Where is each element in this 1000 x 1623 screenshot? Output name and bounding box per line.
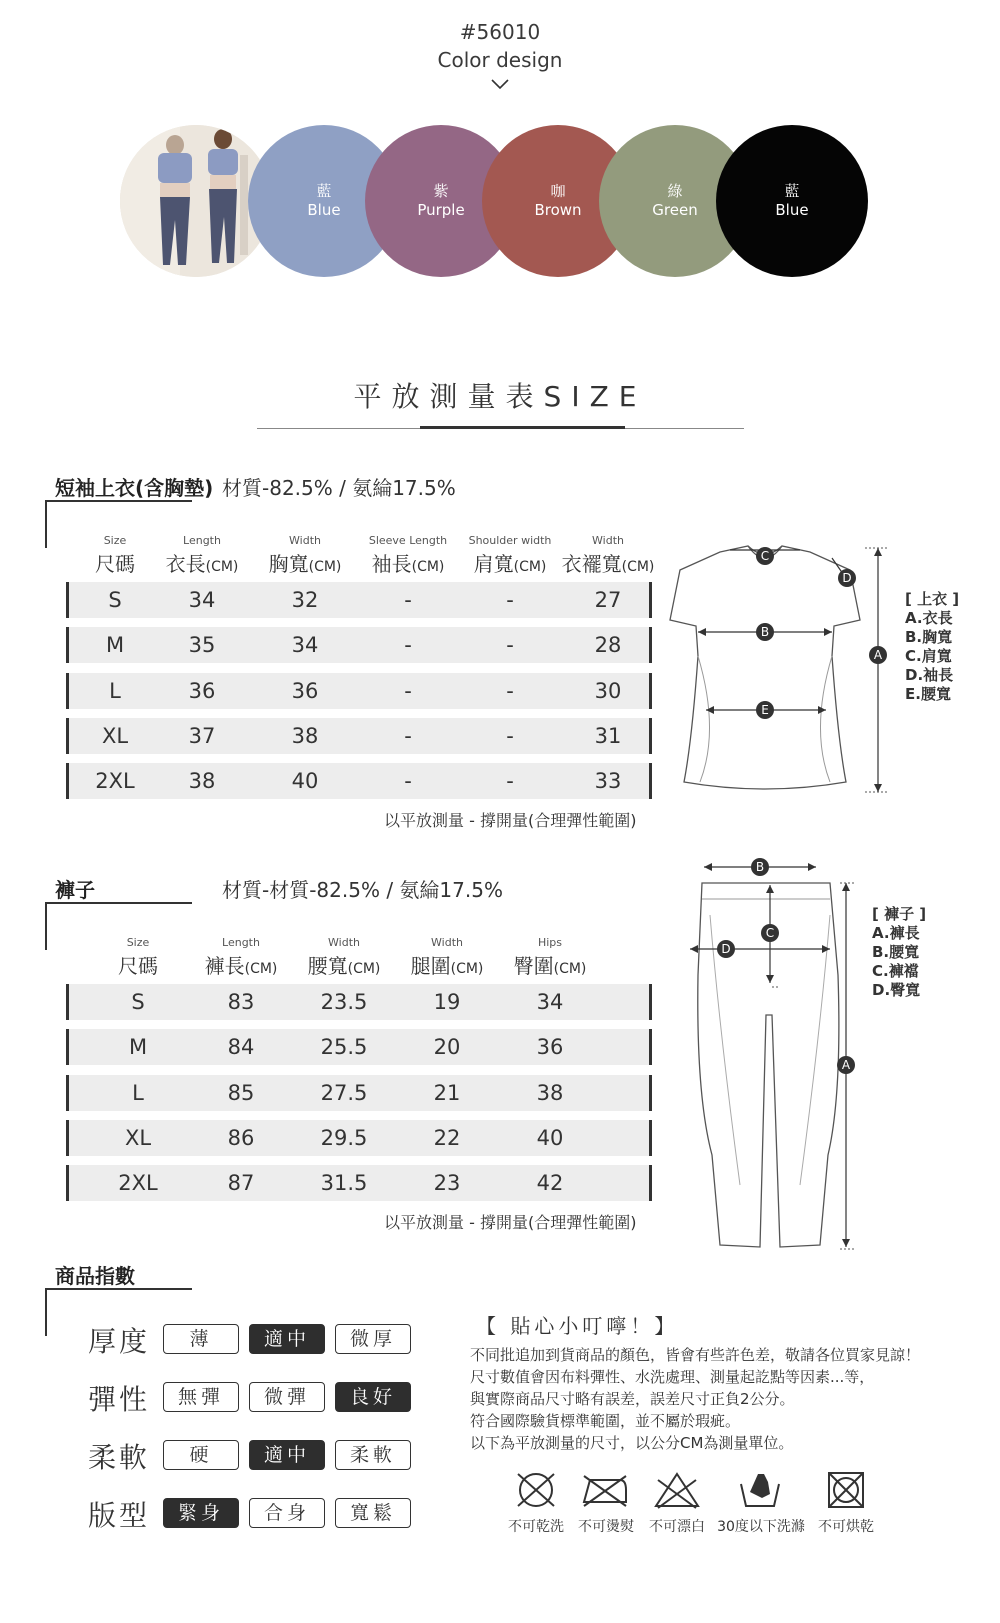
svg-text:C: C: [765, 926, 775, 940]
table-row: [66, 984, 652, 1020]
table-cell: 38: [291, 723, 319, 748]
column-header-label: 臀圍: [513, 954, 554, 978]
table-cell: 86: [227, 1125, 255, 1150]
column-header-unit: (CM): [513, 559, 547, 575]
index-option: 寬鬆: [335, 1498, 411, 1528]
column-header-unit: (CM): [308, 559, 342, 575]
top-section-title: 短袖上衣(含胸墊): [55, 476, 214, 500]
pants-legend: [872, 905, 926, 1000]
table-cell: 2XL: [95, 769, 135, 794]
color-name-en: Brown: [534, 201, 582, 219]
column-header-label: 腰寬: [307, 954, 348, 978]
column-header-zh: [387, 950, 507, 979]
column-header-label: 衣長: [165, 552, 206, 576]
pants-measure-note: 以平放測量 - 撐開量(合理彈性範圍): [384, 1213, 637, 1232]
column-header: [245, 534, 365, 577]
column-header: [78, 936, 198, 979]
column-header-en: Size: [126, 936, 150, 949]
column-header: [142, 534, 262, 577]
index-label: 柔軟: [88, 1441, 151, 1474]
table-cell: -: [404, 678, 412, 703]
table-cell: XL: [124, 1125, 152, 1150]
svg-text:C: C: [760, 549, 770, 563]
tips-line: 尺寸數值會因布料彈性、水洗處理、測量起訖點等因素...等，: [470, 1368, 875, 1386]
legend-item: B.腰寬: [872, 943, 920, 961]
column-header-label: 袖長: [371, 552, 412, 576]
column-header: [548, 534, 668, 577]
no-bleach-icon: [652, 1470, 702, 1510]
column-header-label: 衣襬寬: [561, 552, 622, 576]
column-header-label: 尺碼: [118, 954, 158, 978]
legend-item: A.褲長: [872, 924, 920, 942]
table-cell: -: [404, 769, 412, 794]
column-header-en: Length: [183, 534, 221, 547]
table-cell: 37: [188, 723, 216, 748]
table-cell: S: [108, 588, 122, 612]
table-cell: -: [506, 678, 514, 703]
table-cell: 30: [594, 678, 622, 703]
color-name-zh: 藍: [316, 182, 332, 200]
table-cell: 36: [536, 1035, 564, 1060]
svg-text:A: A: [841, 1058, 851, 1072]
index-option: 適中: [249, 1440, 325, 1470]
svg-text:B: B: [755, 860, 765, 874]
table-cell: 28: [594, 633, 622, 658]
column-header-unit: (CM): [244, 961, 278, 977]
table-cell: 87: [227, 1171, 255, 1196]
legend-item: E.腰寬: [905, 685, 951, 703]
column-header-zh: [181, 950, 301, 979]
column-header: [284, 936, 404, 979]
table-cell: 38: [188, 769, 216, 794]
column-header-en: Size: [103, 534, 127, 547]
care-label: 不可乾洗: [508, 1519, 564, 1535]
color-swatch[interactable]: [716, 125, 868, 277]
index-section-title: 商品指數: [55, 1264, 135, 1288]
table-cell: -: [506, 723, 514, 748]
column-header-unit: (CM): [411, 559, 445, 575]
color-name-zh: 藍: [784, 182, 800, 200]
table-row: [66, 763, 652, 799]
legend-item: D.臀寬: [872, 981, 921, 999]
tips-line: 不同批追加到貨商品的顏色，皆會有些許色差，敬請各位買家見諒！: [470, 1346, 921, 1364]
table-cell: 34: [536, 990, 564, 1014]
care-label: 不可漂白: [649, 1519, 705, 1535]
legend-item: B.胸寬: [905, 628, 953, 646]
column-header-zh: [284, 950, 404, 979]
table-cell: 31: [594, 723, 622, 748]
table-cell: 34: [188, 588, 216, 612]
table-cell: 38: [536, 1080, 564, 1105]
table-cell: 32: [291, 588, 319, 612]
shirt-diagram: [660, 540, 900, 810]
column-header-unit: (CM): [347, 961, 381, 977]
table-cell: 35: [188, 633, 216, 658]
table-cell: 31.5: [320, 1171, 368, 1196]
index-label: 版型: [88, 1499, 151, 1532]
legend-item: C.褲襠: [872, 962, 919, 980]
svg-text:A: A: [873, 648, 883, 662]
table-cell: S: [131, 990, 145, 1014]
table-row: [66, 1120, 652, 1156]
tips-body: [470, 1344, 920, 1454]
table-row: [66, 1165, 652, 1201]
color-name-en: Blue: [307, 201, 341, 219]
color-design-title: Color design: [437, 48, 563, 72]
care-label: 不可燙熨: [578, 1519, 634, 1535]
column-header-label: 胸寬: [268, 552, 309, 576]
table-cell: 25.5: [320, 1035, 368, 1060]
table-cell: 40: [291, 769, 319, 794]
top-measure-note: 以平放測量 - 撐開量(合理彈性範圍): [384, 811, 637, 830]
pants-diagram: [680, 855, 870, 1265]
table-cell: 33: [594, 769, 622, 794]
index-option: 良好: [335, 1382, 411, 1412]
table-cell: 27: [594, 588, 622, 612]
column-header-unit: (CM): [205, 559, 239, 575]
no-dry-clean-icon: [514, 1470, 558, 1510]
table-row: [66, 627, 652, 663]
no-tumble-dry-icon: [826, 1470, 866, 1510]
table-cell: 27.5: [320, 1080, 368, 1105]
table-cell: 36: [291, 678, 319, 703]
index-option: 適中: [249, 1324, 325, 1354]
column-header-en: Width: [328, 936, 360, 949]
table-cell: 29.5: [320, 1125, 368, 1150]
table-cell: 22: [433, 1125, 461, 1150]
pants-material: 材質-材質-82.5% / 氨綸17.5%: [222, 878, 503, 902]
table-row: [66, 673, 652, 709]
table-cell: 20: [433, 1035, 461, 1060]
chevron-down-icon: [490, 78, 510, 90]
column-header-zh: [548, 548, 668, 577]
column-header-zh: [245, 548, 365, 577]
table-cell: 40: [536, 1125, 564, 1150]
top-material: 材質-82.5% / 氨綸17.5%: [222, 476, 456, 500]
top-legend: [905, 590, 959, 704]
size-chart-title: 平放測量表SIZE: [353, 380, 647, 413]
column-header-en: Width: [431, 936, 463, 949]
column-header-zh: [78, 950, 198, 979]
column-header-en: Length: [222, 936, 260, 949]
table-cell: 2XL: [118, 1171, 158, 1196]
index-option: 緊身: [163, 1498, 239, 1528]
product-code: #56010: [459, 20, 541, 44]
care-label: 不可烘乾: [818, 1519, 874, 1535]
column-header: [181, 936, 301, 979]
table-cell: 21: [433, 1080, 461, 1105]
table-cell: -: [506, 633, 514, 658]
table-row: [66, 1029, 652, 1065]
column-header: [490, 936, 610, 979]
table-cell: -: [404, 723, 412, 748]
legend-title: [ 褲子 ]: [872, 905, 927, 923]
column-header-en: Hips: [537, 936, 563, 949]
table-cell: 34: [291, 633, 319, 658]
table-cell: 36: [188, 678, 216, 703]
color-name-en: Purple: [417, 201, 465, 219]
table-cell: M: [128, 1035, 148, 1060]
table-row: [66, 582, 652, 618]
column-header-en: Shoulder width: [468, 534, 552, 547]
svg-text:E: E: [761, 703, 769, 717]
column-header-unit: (CM): [621, 559, 655, 575]
svg-text:B: B: [760, 625, 770, 639]
index-option: 薄: [163, 1324, 239, 1354]
legend-item: D.袖長: [905, 666, 954, 684]
table-cell: XL: [101, 723, 129, 748]
column-header-label: 肩寬: [473, 552, 514, 576]
column-header-en: Sleeve Length: [368, 534, 448, 547]
table-cell: 85: [227, 1080, 255, 1105]
column-header-en: Width: [289, 534, 321, 547]
divider-accent: [420, 426, 625, 429]
column-header-unit: (CM): [553, 961, 587, 977]
legend-item: A.衣長: [905, 609, 953, 627]
tips-line: 以下為平放測量的尺寸，以公分CM為測量單位。: [470, 1434, 794, 1452]
table-cell: 84: [227, 1035, 255, 1060]
tips-line: 符合國際驗貨標準範圍，並不屬於瑕疵。: [470, 1412, 741, 1430]
table-row: [66, 718, 652, 754]
table-cell: 23.5: [320, 990, 368, 1014]
color-name-zh: 綠: [667, 182, 683, 200]
table-cell: L: [132, 1080, 144, 1105]
column-header-en: Width: [592, 534, 624, 547]
index-option: 柔軟: [335, 1440, 411, 1470]
column-header-label: 腿圍: [410, 954, 451, 978]
legend-item: C.肩寬: [905, 647, 952, 665]
index-label: 彈性: [88, 1383, 151, 1416]
table-cell: 19: [433, 990, 461, 1014]
table-cell: 83: [227, 990, 255, 1014]
index-option: 微彈: [249, 1382, 325, 1412]
care-label: 30度以下洗滌: [717, 1519, 805, 1535]
svg-text:D: D: [721, 942, 731, 956]
index-option: 無彈: [163, 1382, 239, 1412]
column-header-zh: [142, 548, 262, 577]
index-option: 微厚: [335, 1324, 411, 1354]
tips-line: 與實際商品尺寸略有誤差，誤差尺寸正負2公分。: [470, 1390, 795, 1408]
table-cell: 42: [536, 1171, 564, 1196]
hand-wash-icon: [738, 1468, 782, 1510]
color-name-zh: 咖: [550, 182, 566, 200]
column-header-label: 尺碼: [95, 552, 135, 576]
table-cell: -: [506, 769, 514, 794]
column-header-zh: [490, 950, 610, 979]
column-header-label: 褲長: [204, 954, 245, 978]
svg-text:D: D: [842, 571, 852, 585]
index-option: 合身: [249, 1498, 325, 1528]
table-cell: -: [506, 588, 514, 612]
column-header: [387, 936, 507, 979]
color-name-en: Green: [652, 201, 698, 219]
color-name-en: Blue: [775, 201, 809, 219]
index-label: 厚度: [88, 1325, 151, 1358]
index-option: 硬: [163, 1440, 239, 1470]
table-row: [66, 1075, 652, 1111]
column-header-unit: (CM): [450, 961, 484, 977]
legend-title: [ 上衣 ]: [905, 590, 960, 608]
table-cell: 23: [433, 1171, 461, 1196]
tips-title: 【 貼心小叮嚀！】: [476, 1314, 679, 1338]
table-cell: L: [109, 678, 121, 703]
pants-section-title: 褲子: [55, 878, 95, 902]
no-iron-icon: [580, 1472, 630, 1508]
table-cell: -: [404, 588, 412, 612]
color-name-zh: 紫: [433, 182, 449, 200]
table-cell: M: [105, 633, 125, 658]
table-cell: -: [404, 633, 412, 658]
